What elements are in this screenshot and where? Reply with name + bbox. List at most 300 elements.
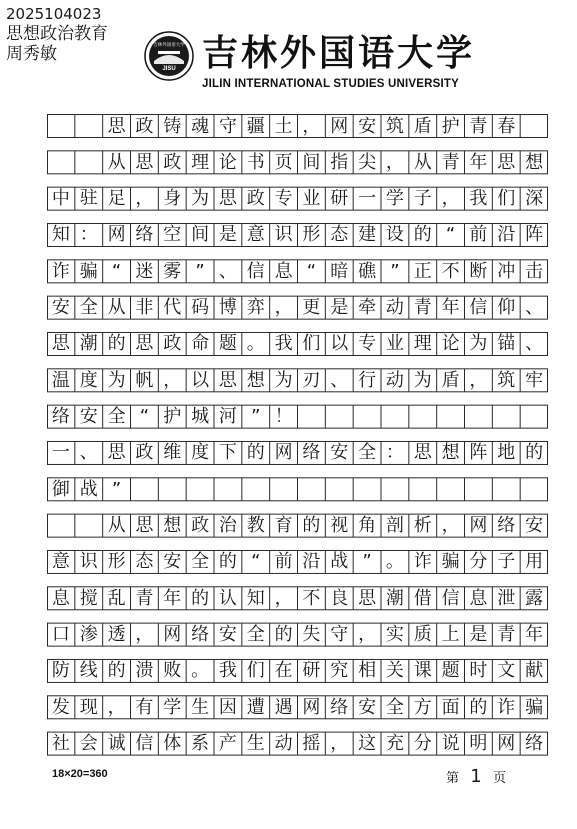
grid-cell: 击 (525, 260, 544, 282)
grid-cell: 态 (330, 224, 349, 246)
grid-cell: 知 (51, 224, 70, 246)
grid-cell: 思 (135, 515, 154, 537)
grid-cell: 年 (441, 297, 460, 319)
grid-cell: 思 (218, 369, 237, 391)
grid-cell: 思 (413, 442, 432, 464)
grid-cell: 知 (246, 587, 265, 609)
grid-cell: 业 (385, 333, 404, 355)
grid-cell: 从 (413, 151, 432, 173)
grid-cell: 政 (135, 442, 154, 464)
grid-cell: 子 (497, 551, 516, 573)
grid-cell: 子 (413, 188, 432, 210)
grid-cell: 潮 (385, 587, 404, 609)
grid-cell: 护 (441, 115, 460, 137)
grid-cell: 剖 (385, 515, 404, 537)
grid-cell: 时 (469, 660, 488, 682)
grid-cell: 思 (51, 333, 70, 355)
grid-cell: 实 (385, 624, 404, 646)
grid-cell: 更 (302, 297, 321, 319)
grid-row (47, 115, 548, 138)
grid-cell: 不 (441, 260, 460, 282)
grid-cell: 、 (218, 260, 237, 282)
grid-cell: 体 (163, 733, 182, 755)
page-indicator (446, 766, 506, 787)
university-name-cn: 吉林外国语大学 (202, 32, 476, 74)
grid-cell: 思 (107, 442, 126, 464)
grid-cell: 骗 (441, 551, 460, 573)
grid-cell: 认 (218, 587, 237, 609)
grid-cell: 社 (51, 733, 70, 755)
grid-cell: 育 (274, 515, 293, 537)
grid-row (47, 369, 548, 392)
grid-row (47, 550, 548, 573)
grid-cell: 潮 (79, 333, 98, 355)
grid-cell: 地 (497, 442, 516, 464)
grid-cell: 教 (246, 515, 265, 537)
grid-cell: 系 (191, 733, 210, 755)
grid-cell: 的 (302, 515, 321, 537)
grid-cell: 间 (191, 224, 210, 246)
grid-cell: 年 (163, 587, 182, 609)
grid-cell: 冲 (497, 260, 516, 282)
grid-cell: 度 (191, 442, 210, 464)
grid-spec: 18×20=360 (52, 768, 108, 780)
grid-cell: 题 (218, 333, 237, 355)
grid-cell: 线 (79, 660, 98, 682)
grid-cell: 战 (330, 551, 349, 573)
grid-cell (75, 514, 103, 537)
grid-cell: 安 (51, 297, 70, 319)
grid-cell: 网 (274, 442, 293, 464)
grid-cell: 动 (385, 297, 404, 319)
grid-cell: 全 (358, 442, 377, 464)
grid-cell: 论 (218, 151, 237, 173)
grid-cell: 们 (246, 660, 265, 682)
grid-cell: 礁 (358, 260, 377, 282)
grid-cell: 充 (385, 733, 404, 755)
grid-cell: ！ (274, 406, 293, 428)
student-name: 周秀敏 (6, 44, 57, 64)
grid-cell: 。 (246, 333, 265, 355)
grid-cell: 露 (525, 587, 544, 609)
grid-cell: 会 (79, 733, 98, 755)
grid-cell: “ (306, 260, 317, 282)
grid-cell: 产 (218, 733, 237, 755)
grid-cell: 以 (330, 333, 349, 355)
grid-row (47, 514, 548, 537)
grid-cell (75, 151, 103, 174)
grid-cell: 业 (302, 188, 321, 210)
grid-cell: 正 (413, 260, 432, 282)
grid-cell: 想 (163, 515, 182, 537)
grid-cell: 安 (330, 442, 349, 464)
grid-cell: 良 (330, 587, 349, 609)
grid-cell: 御 (51, 478, 70, 500)
grid-cell: 口 (51, 624, 70, 646)
grid-cell: 动 (274, 733, 293, 755)
grid-cell: 博 (218, 297, 237, 319)
grid-cell: 思 (218, 188, 237, 210)
grid-cell: 尖 (358, 151, 377, 173)
grid-cell: 代 (163, 297, 182, 319)
grid-cell: 沿 (302, 551, 321, 573)
grid-cell: 透 (107, 624, 126, 646)
grid-row (47, 623, 548, 646)
grid-cell: 理 (191, 151, 210, 173)
grid-cell (47, 151, 75, 174)
grid-cell: 安 (525, 515, 544, 537)
grid-cell: ， (330, 733, 349, 755)
grid-cell: 的 (191, 587, 210, 609)
grid-cell: 一 (51, 442, 70, 464)
grid-cell: 沿 (497, 224, 516, 246)
grid-cell: 非 (135, 297, 154, 319)
grid-cell: “ (445, 224, 456, 246)
grid-cell: 不 (302, 587, 321, 609)
grid-cell: 诈 (51, 260, 70, 282)
grid-cell: ， (441, 515, 460, 537)
grid-cell: 全 (107, 406, 126, 428)
grid-cell: ” (362, 551, 372, 573)
grid-cell: 因 (218, 696, 237, 718)
grid-cell: 断 (469, 260, 488, 282)
grid-row (47, 732, 548, 755)
grid-cell: 信 (135, 733, 154, 755)
grid-cell: 筑 (497, 369, 516, 391)
grid-cell: 青 (441, 151, 460, 173)
grid-cell: 研 (302, 660, 321, 682)
grid-row (47, 405, 548, 428)
grid-cell: 年 (469, 151, 488, 173)
grid-cell: 间 (302, 151, 321, 173)
grid-cell: 学 (163, 696, 182, 718)
grid-cell: 络 (51, 406, 70, 428)
grid-cell: 方 (413, 696, 432, 718)
grid-cell: 现 (79, 696, 98, 718)
grid-cell: 分 (413, 733, 432, 755)
grid-cell: 弈 (246, 297, 265, 319)
grid-cell: 政 (163, 151, 182, 173)
grid-cell: 说 (441, 733, 460, 755)
grid-cell: 题 (441, 660, 460, 682)
grid-cell: 青 (469, 115, 488, 137)
grid-cell: 迷 (135, 260, 154, 282)
grid-cell (47, 514, 75, 537)
grid-cell: 春 (497, 115, 516, 137)
grid-cell: 诚 (107, 733, 126, 755)
grid-row (47, 296, 548, 319)
seal-text-en: JISU (162, 66, 176, 72)
grid-cell: “ (251, 551, 261, 573)
grid-cell: 研 (330, 188, 349, 210)
grid-cell: 在 (274, 660, 293, 682)
grid-cell: ， (385, 151, 404, 173)
grid-cell: 失 (302, 624, 321, 646)
grid-cell: 安 (163, 551, 182, 573)
grid-cell: 锚 (497, 333, 516, 355)
grid-cell: 年 (525, 624, 544, 646)
grid-cell: 形 (302, 224, 321, 246)
grid-cell: 雾 (163, 260, 182, 282)
grid-cell: ， (107, 696, 126, 718)
student-id: 2025104023 (6, 5, 102, 23)
grid-cell: 理 (413, 333, 432, 355)
grid-row (47, 223, 548, 246)
grid-cell: 暗 (330, 260, 349, 282)
grid-cell: 政 (163, 333, 182, 355)
grid-cell: 青 (497, 624, 516, 646)
grid-cell: 的 (246, 442, 265, 464)
grid-cell: 政 (246, 188, 265, 210)
grid-cell: 指 (330, 151, 349, 173)
grid-cell: ： (79, 224, 98, 246)
grid-cell: 我 (469, 188, 488, 210)
grid-cell: 络 (302, 442, 321, 464)
grid-cell: 搅 (79, 587, 98, 609)
page-prefix: 第 (446, 771, 460, 786)
grid-cell: 。 (191, 660, 210, 682)
grid-cell: 战 (79, 478, 98, 500)
grid-cell: 络 (330, 696, 349, 718)
grid-cell: 安 (218, 624, 237, 646)
grid-cell: 诈 (497, 696, 516, 718)
grid-cell: 络 (191, 624, 210, 646)
grid-cell: ， (163, 369, 182, 391)
grid-row (47, 332, 548, 355)
grid-cell: 、 (79, 442, 98, 464)
grid-row (47, 478, 548, 501)
grid-cell: “ (111, 260, 122, 282)
grid-cell: 想 (246, 369, 265, 391)
grid-cell: 文 (497, 660, 516, 682)
grid-row (47, 587, 548, 610)
grid-cell: ， (274, 297, 293, 319)
page-number: 1 (470, 766, 482, 787)
grid-cell: 为 (469, 333, 488, 355)
grid-cell: 、 (525, 297, 544, 319)
grid-cell: 意 (246, 224, 265, 246)
grid-cell: 发 (51, 696, 70, 718)
grid-cell (75, 115, 103, 138)
grid-cell: 全 (246, 624, 265, 646)
grid-cell: 骗 (79, 260, 98, 282)
grid-cell: 这 (358, 733, 377, 755)
grid-cell: 意 (51, 551, 70, 573)
grid-cell: 驻 (79, 188, 98, 210)
grid-cell: 下 (218, 442, 237, 464)
grid-cell: 河 (218, 406, 237, 428)
grid-cell: 城 (191, 406, 210, 428)
grid-cell: 败 (163, 660, 182, 682)
grid-cell: 络 (135, 224, 154, 246)
grid-cell: 码 (191, 297, 210, 319)
grid-cell: 、 (330, 369, 349, 391)
grid-cell: 形 (107, 551, 126, 573)
grid-cell: 前 (469, 224, 488, 246)
grid-cell: 网 (163, 624, 182, 646)
grid-cell: 为 (274, 369, 293, 391)
grid-row (47, 260, 548, 283)
grid-cell: 土 (274, 115, 293, 137)
grid-cell: 政 (191, 515, 210, 537)
grid-cell: 的 (107, 333, 126, 355)
grid-cell: 足 (107, 188, 126, 210)
grid-cell: 页 (274, 151, 293, 173)
composition-grid (47, 108, 548, 762)
grid-cell: 刃 (302, 369, 321, 391)
grid-cell: 识 (274, 224, 293, 246)
grid-cell: 疆 (246, 115, 265, 137)
grid-cell: 为 (107, 369, 126, 391)
grid-cell: 乱 (107, 587, 126, 609)
grid-cell: 渗 (79, 624, 98, 646)
grid-cell: 借 (413, 587, 432, 609)
grid-cell: 课 (413, 660, 432, 682)
grid-cell: 是 (330, 297, 349, 319)
grid-cell: 、 (525, 333, 544, 355)
grid-cell: 网 (497, 733, 516, 755)
grid-cell: 盾 (413, 115, 432, 137)
grid-cell: 的 (413, 224, 432, 246)
grid-cell: 魂 (191, 115, 210, 137)
grid-cell: ， (441, 188, 460, 210)
grid-cell: 守 (218, 115, 237, 137)
grid-cell: 上 (441, 624, 460, 646)
grid-cell: 面 (441, 696, 460, 718)
grid-cell: “ (139, 406, 150, 428)
grid-cell: 安 (358, 115, 377, 137)
grid-cell: 青 (413, 297, 432, 319)
grid-cell: 学 (385, 188, 404, 210)
grid-cell: 思 (135, 333, 154, 355)
grid-cell: 络 (497, 515, 516, 537)
grid-cell: 关 (385, 660, 404, 682)
grid-cell: 帆 (135, 369, 154, 391)
grid-cell: 护 (163, 406, 182, 428)
grid-cell: ： (385, 442, 404, 464)
grid-cell: 建 (358, 224, 377, 246)
grid-cell: 为 (191, 188, 210, 210)
grid-cell: 牢 (525, 369, 544, 391)
grid-cell: 角 (358, 515, 377, 537)
grid-cell: 命 (191, 333, 210, 355)
grid-cell: 温 (51, 369, 70, 391)
grid-cell: 思 (107, 115, 126, 137)
grid-cell: 为 (413, 369, 432, 391)
grid-cell: ， (274, 587, 293, 609)
grid-cell: 空 (163, 224, 182, 246)
grid-cell: 盾 (441, 369, 460, 391)
grid-cell: 专 (358, 333, 377, 355)
grid-cell: 献 (525, 660, 544, 682)
grid-cell: 思 (135, 151, 154, 173)
grid-cell: 的 (469, 696, 488, 718)
grid-cell: 阵 (469, 442, 488, 464)
grid-cell: 有 (135, 696, 154, 718)
grid-cell: 究 (330, 660, 349, 682)
grid-row (47, 696, 548, 719)
grid-cell: 全 (191, 551, 210, 573)
grid-cell: 视 (330, 515, 349, 537)
grid-cell: 青 (135, 587, 154, 609)
grid-cell: ” (251, 406, 261, 428)
grid-cell: 是 (469, 624, 488, 646)
grid-cell: 识 (79, 551, 98, 573)
grid-cell: 中 (51, 188, 70, 210)
grid-cell: 网 (469, 515, 488, 537)
grid-cell: 阵 (525, 224, 544, 246)
grid-cell: 度 (79, 369, 98, 391)
grid-cell: 我 (274, 333, 293, 355)
grid-cell: 思 (358, 587, 377, 609)
grid-cell: 析 (413, 515, 432, 537)
grid-cell: 分 (469, 551, 488, 573)
grid-cell: 网 (107, 224, 126, 246)
grid-cell: 的 (274, 624, 293, 646)
grid-cell: 遇 (274, 696, 293, 718)
grid-cell: 信 (246, 260, 265, 282)
grid-cell: 。 (385, 551, 404, 573)
student-major: 思想政治教育 (6, 24, 108, 44)
grid-cell: 一 (358, 188, 377, 210)
grid-cell: 维 (163, 442, 182, 464)
grid-row (47, 441, 548, 464)
grid-cell: 深 (525, 188, 544, 210)
grid-cell: 铸 (163, 115, 182, 137)
grid-cell: 相 (358, 660, 377, 682)
grid-cell: 从 (107, 515, 126, 537)
grid-cell: 生 (191, 696, 210, 718)
grid-cell: 以 (191, 369, 210, 391)
grid-cell: 安 (358, 696, 377, 718)
grid-cell: 们 (497, 188, 516, 210)
university-logo-icon (144, 31, 194, 81)
seal-text-cn: 吉林外国语大学 (153, 43, 185, 48)
grid-cell: 从 (107, 151, 126, 173)
grid-cell: 用 (525, 551, 544, 573)
grid-cell: 治 (218, 515, 237, 537)
header-handwritten-notes (6, 4, 146, 64)
grid-cell: 生 (246, 733, 265, 755)
grid-cell: 诈 (413, 551, 432, 573)
grid-cell: 牵 (358, 297, 377, 319)
grid-cell: 仰 (497, 297, 516, 319)
grid-cell: 态 (135, 551, 154, 573)
grid-cell: 前 (274, 551, 293, 573)
grid-cell: 从 (107, 297, 126, 319)
grid-cell: 溃 (135, 660, 154, 682)
grid-cell: 遭 (246, 696, 265, 718)
grid-cell: 全 (385, 696, 404, 718)
grid-cell: 政 (135, 115, 154, 137)
grid-cell: 书 (246, 151, 265, 173)
grid-cell: 安 (79, 406, 98, 428)
grid-row (47, 659, 548, 682)
grid-cell: ” (111, 478, 122, 500)
grid-cell: ， (302, 115, 321, 137)
grid-cell: ， (135, 624, 154, 646)
grid-cell: 们 (302, 333, 321, 355)
page-suffix: 页 (493, 771, 507, 786)
grid-cell: 信 (469, 297, 488, 319)
grid-cell: ， (135, 188, 154, 210)
grid-cell: 息 (469, 587, 488, 609)
grid-cell: 的 (107, 660, 126, 682)
grid-cell: 守 (330, 624, 349, 646)
grid-cell: 动 (385, 369, 404, 391)
grid-row (47, 151, 548, 174)
grid-cell (47, 115, 75, 138)
